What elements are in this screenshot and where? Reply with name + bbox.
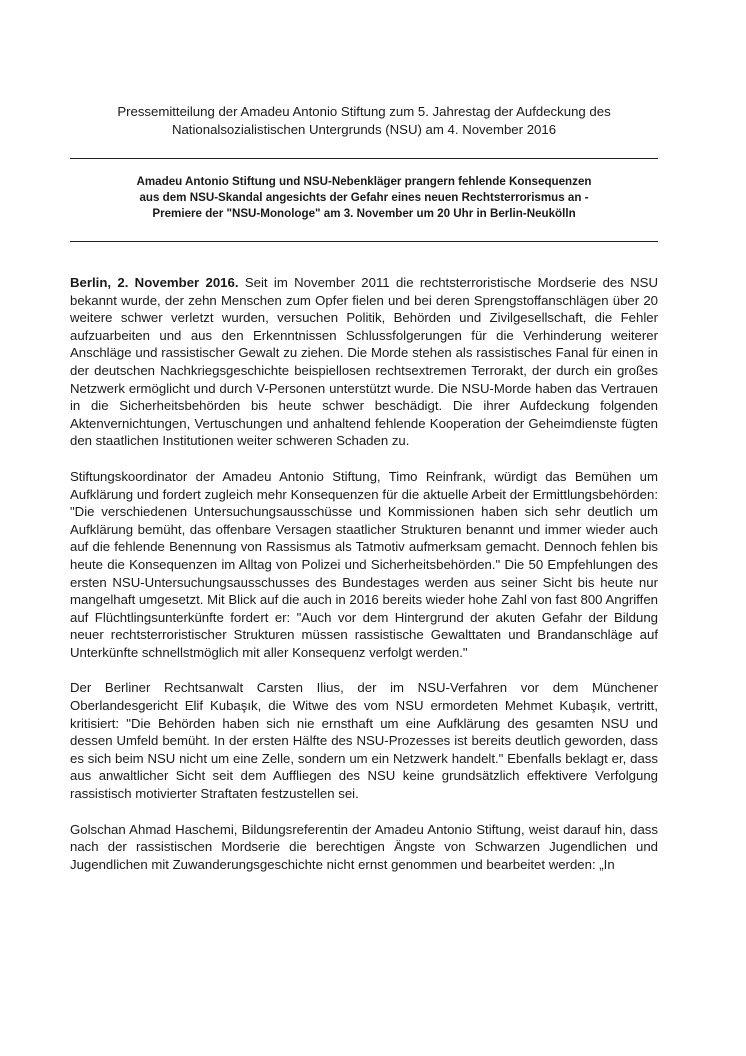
headline-line-3: Premiere der "NSU-Monologe" am 3. November um 20 Uhr in Berlin-Neukölln: [152, 207, 576, 220]
top-divider: [70, 158, 658, 159]
paragraph-3: Der Berliner Rechtsanwalt Carsten Ilius, der im NSU-Verfahren vor dem Münchener Oberlandesgericht Elif Kubaşık, die Witwe des vom NSU ermordeten Mehmet Kubaşık, vertritt, kritisiert: "Die Behörden haben sich nie ernsthaft um eine Aufklärung des gesamten NSU und dessen Umfeld bemüht. In der ersten Hälfte des NSU-Prozesses ist bereits deutlich geworden, dass es sich beim NSU nicht um eine Zelle, sondern um ein Netzwerk handelt." Ebenfalls beklagt er, dass aus anwaltlicher Sicht seit dem Auffliegen des NSU keine grundsätzlich effektivere Verfolgung rassistisch motivierter Straftaten festzustellen sei.: [70, 680, 658, 802]
headline-line-1: Amadeu Antonio Stiftung und NSU-Nebenkläger prangern fehlende Konsequenzen: [136, 175, 592, 188]
paragraph-2: Stiftungskoordinator der Amadeu Antonio Stiftung, Timo Reinfrank, würdigt das Bemühen um Aufklärung und fordert zugleich mehr Konsequenzen für die aktuelle Arbeit der Ermittlungsbehörden: "Die verschiedenen Untersuchungsausschüsse und Kommissionen haben sich sehr deutlich um Aufklärung bemüht, das offenbare Versagen staatlicher Strukturen benannt und immer wieder auch auf die fehlende Benennung von Rassismus als Tatmotiv aufmerksam gemacht. Dennoch fehlen bis heute die Konsequenzen im Alltag von Polizei und Sicherheitsbehörden." Die 50 Empfehlungen des ersten NSU-Untersuchungsausschusses des Bundestages werden aus seiner Sicht bis heute nur mangelhaft umgesetzt. Mit Blick auf die auch in 2016 bereits wieder hohe Zahl von fast 800 Angriffen auf Flüchtlingsunterkünfte fordert er: "Auch vor dem Hintergrund der akuten Gefahr der Bildung neuer rechtsterroristischer Strukturen müssen rassistische Gewalttaten und Brandanschläge auf Unterkünfte schnellstmöglich mit aller Konsequenz verfolgt werden.": [70, 468, 658, 660]
body-text: [70, 274, 658, 891]
dateline: Berlin, 2. November 2016.: [70, 275, 239, 290]
paragraph-4: Golschan Ahmad Haschemi, Bildungsreferentin der Amadeu Antonio Stiftung, weist darauf hin, dass nach der rassistischen Mordserie die berechtigen Ängste von Schwarzen Jugendlichen und Jugendlichen mit Zuwanderungsgeschichte nicht ernst genommen und bearbeitet werden: „In: [70, 821, 658, 872]
headline-line-2: aus dem NSU-Skandal angesichts der Gefahr eines neuen Rechtsterrorismus an -: [139, 191, 589, 204]
paragraph-1: [70, 274, 658, 450]
bottom-divider: [70, 241, 658, 242]
headline: [80, 174, 648, 222]
paragraph-1-text: Seit im November 2011 die rechtsterroristische Mordserie des NSU bekannt wurde, der zehn Menschen zum Opfer fielen und bei deren Sprengstoffanschlägen über 20 weitere schwer verletzt wurden, versuchen Politik, Behörden und Zivilgesellschaft, die Fehler aufzuarbeiten und aus den Erkenntnissen Schlussfolgerungen für die Verhinderung weiterer Anschläge und rassistischer Gewalt zu ziehen. Die Morde stehen als rassistisches Fanal für einen in der deutschen Nachkriegsgeschichte beispiellosen rechtsextremen Terrorakt, der durch ein großes Netzwerk ermöglicht und durch V-Personen unterstützt wurde. Die NSU-Morde haben das Vertrauen in die Sicherheitsbehörden bis heute schwer beschädigt. Die ihrer Aufdeckung folgenden Aktenvernichtungen, Vertuschungen und anhaltend fehlende Kooperation der Geheimdienste fügten den staatlichen Institutionen weiter schweren Schaden zu.: [70, 275, 658, 449]
title-line-2: Nationalsozialistischen Untergrunds (NSU) am 4. November 2016: [171, 122, 557, 137]
press-release-title: [70, 103, 658, 139]
title-line-1: Pressemitteilung der Amadeu Antonio Stiftung zum 5. Jahrestag der Aufdeckung des: [117, 104, 611, 119]
